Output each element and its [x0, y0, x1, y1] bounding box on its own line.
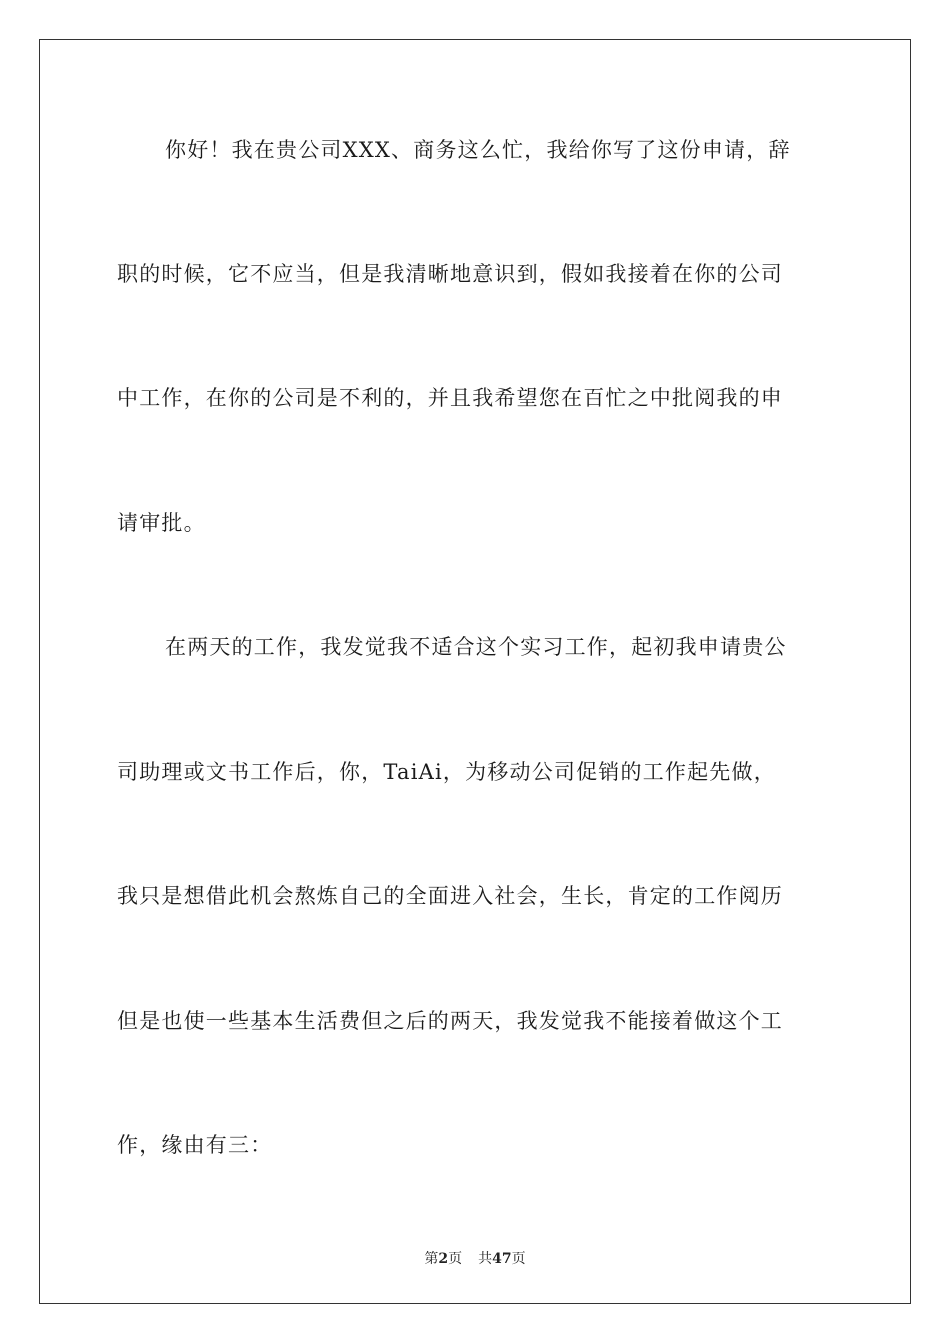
- paragraph-2-line-4: 但是也使一些基本生活费但之后的两天，我发觉我不能接着做这个工: [117, 1009, 783, 1033]
- paragraph-1-line-3: 中工作，在你的公司是不利的，并且我希望您在百忙之中批阅我的申: [117, 386, 783, 410]
- total-suffix: 页: [511, 1251, 526, 1267]
- paragraph-1-line-4: 请审批。: [117, 511, 206, 535]
- paragraph-2-line-5: 作，缘由有三：: [117, 1133, 273, 1157]
- paragraph-1-line-2: 职的时候，它不应当，但是我清晰地意识到，假如我接着在你的公司: [117, 262, 783, 286]
- paragraph-1-line-1: 你好！我在贵公司XXX、商务这么忙，我给你写了这份申请，辞: [165, 138, 791, 162]
- paragraph-2-line-2: 司助理或文书工作后，你，TaiAi，为移动公司促销的工作起先做，: [117, 760, 776, 784]
- page-suffix: 页: [448, 1251, 463, 1267]
- paragraph-2-line-1: 在两天的工作，我发觉我不适合这个实习工作，起初我申请贵公: [165, 635, 787, 659]
- total-pages: 47: [492, 1251, 512, 1267]
- page-border: [39, 39, 911, 1304]
- page-footer: [0, 1248, 950, 1268]
- page-prefix: 第: [424, 1251, 439, 1267]
- total-prefix: 共: [478, 1251, 493, 1267]
- paragraph-2-line-3: 我只是想借此机会熬炼自己的全面进入社会，生长，肯定的工作阅历: [117, 884, 783, 908]
- page-number: 2: [438, 1251, 449, 1267]
